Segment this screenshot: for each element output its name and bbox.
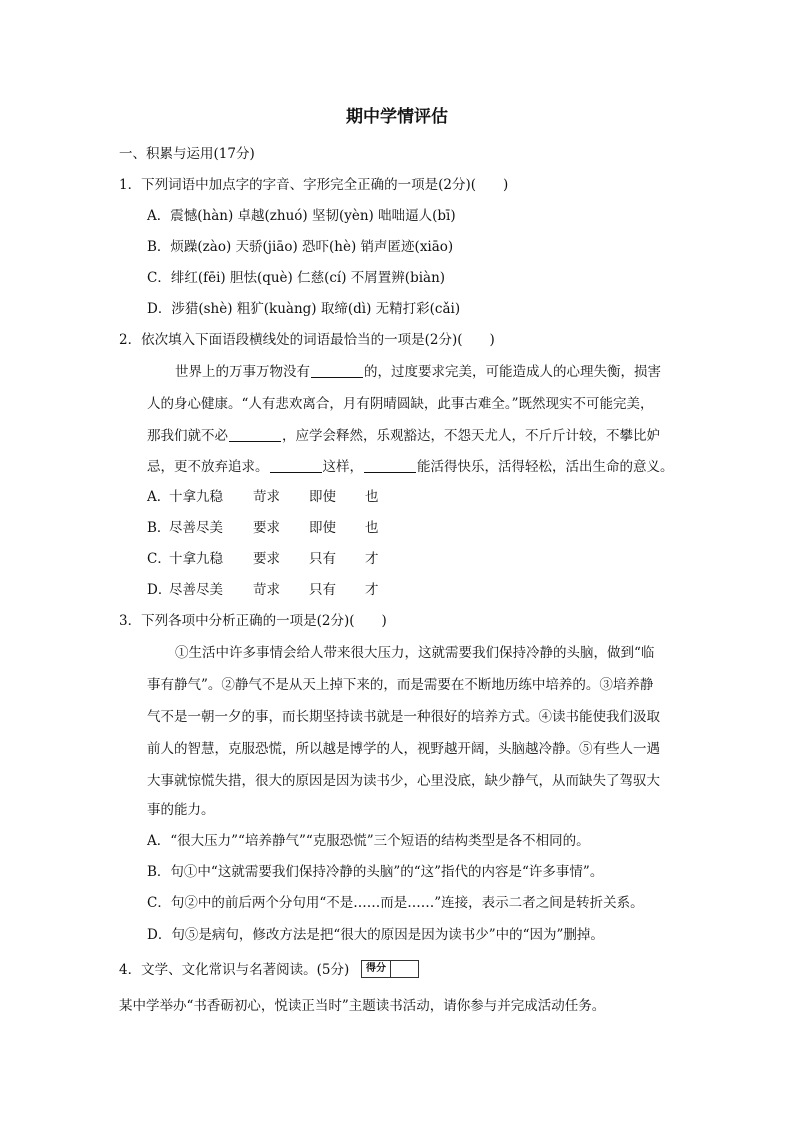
- question-3-passage-line-4: 前人的智慧，克服恐慌，所以越是博学的人，视野越开阔，头脑越冷静。⑤有些人一遇: [147, 741, 660, 757]
- fill-blank: [364, 458, 416, 473]
- page-title: 期中学情评估: [346, 107, 448, 127]
- question-2-option-b: B．尽善尽美 要求 即使 也: [147, 520, 379, 536]
- fill-blank: [270, 458, 322, 473]
- question-3-passage-line-6: 事的能力。: [147, 802, 215, 818]
- question-3-option-b: B．句①中“这就需要我们保持冷静的头脑”的“这”指代的内容是“许多事情”。: [147, 864, 604, 880]
- score-label: 得分: [362, 961, 391, 977]
- question-3-option-c: C．句②中的前后两个分句用“不是……而是……”连接，表示二者之间是转折关系。: [147, 895, 644, 911]
- question-2-passage-line-2: 人的身心健康。“人有悲欢离合，月有阴晴圆缺，此事古难全。”既然现实不可能完美，: [147, 396, 654, 412]
- question-1-option-a: A．震憾(hàn) 卓越(zhuó) 坚韧(yèn) 咄咄逼人(bī): [147, 208, 456, 224]
- score-box[interactable]: [361, 960, 419, 978]
- activity-intro: 某中学举办“书香砺初心，悦读正当时”主题读书活动，请你参与并完成活动任务。: [119, 998, 606, 1014]
- fill-blank: [229, 427, 281, 442]
- question-3-option-a: A．“很大压力”“培养静气”“克服恐慌”三个短语的结构类型是各不相同的。: [147, 833, 590, 849]
- fill-blank: [311, 363, 363, 378]
- question-2-stem: 2．依次填入下面语段横线处的词语最恰当的一项是(2分)( ): [119, 332, 495, 348]
- question-3-option-d: D．句⑤是病句，修改方法是把“很大的原因是因为读书少”中的“因为”删掉。: [147, 927, 604, 943]
- question-2-passage-line-4: 忌，更不放弃追求。 这样， 能活得快乐，活得轻松，活出生命的意义。: [147, 459, 674, 475]
- section-heading: 一、积累与运用(17分): [119, 146, 255, 162]
- question-2-option-d: D．尽善尽美 苛求 只有 才: [147, 582, 379, 598]
- question-3-stem: 3．下列各项中分析正确的一项是(2分)( ): [119, 613, 387, 629]
- question-3-passage-line-3: 气不是一朝一夕的事，而长期坚持读书就是一种很好的培养方式。④读书能使我们汲取: [147, 709, 660, 725]
- question-4-stem: 4．文学、文化常识与名著阅读。(5分): [119, 962, 350, 978]
- question-1-option-d: D．涉猎(shè) 粗犷(kuàng) 取缔(dì) 无精打彩(cǎi): [147, 301, 461, 317]
- question-3-passage-line-2: 事有静气”。②静气不是从天上掉下来的，而是需要在不断地历练中培养的。③培养静: [147, 677, 654, 693]
- question-2-option-a: A．十拿九稳 苛求 即使 也: [147, 489, 379, 505]
- question-3-passage-line-5: 大事就惊慌失措，很大的原因是因为读书少，心里没底，缺少静气，从而缺失了驾驭大: [147, 773, 660, 789]
- question-3-passage-line-1: ①生活中许多事情会给人带来很大压力，这就需要我们保持冷静的头脑，做到“临: [175, 645, 655, 661]
- question-1-option-b: B．烦躁(zào) 天骄(jiāo) 恐吓(hè) 销声匿迹(xiāo): [147, 239, 454, 255]
- question-1-option-c: C．绯红(fēi) 胆怯(què) 仁慈(cí) 不屑置辨(biàn): [147, 270, 446, 286]
- question-2-passage-line-3: 那我们就不必 ，应学会释然，乐观豁达，不怨天尤人，不斤斤计较，不攀比妒: [147, 428, 660, 444]
- question-2-option-c: C．十拿九稳 要求 只有 才: [147, 551, 379, 567]
- question-2-passage-line-1: 世界上的万事万物没有 的，过度要求完美，可能造成人的心理失衡，损害: [175, 364, 661, 380]
- question-1-stem: 1．下列词语中加点字的字音、字形完全正确的一项是(2分)( ): [119, 177, 509, 193]
